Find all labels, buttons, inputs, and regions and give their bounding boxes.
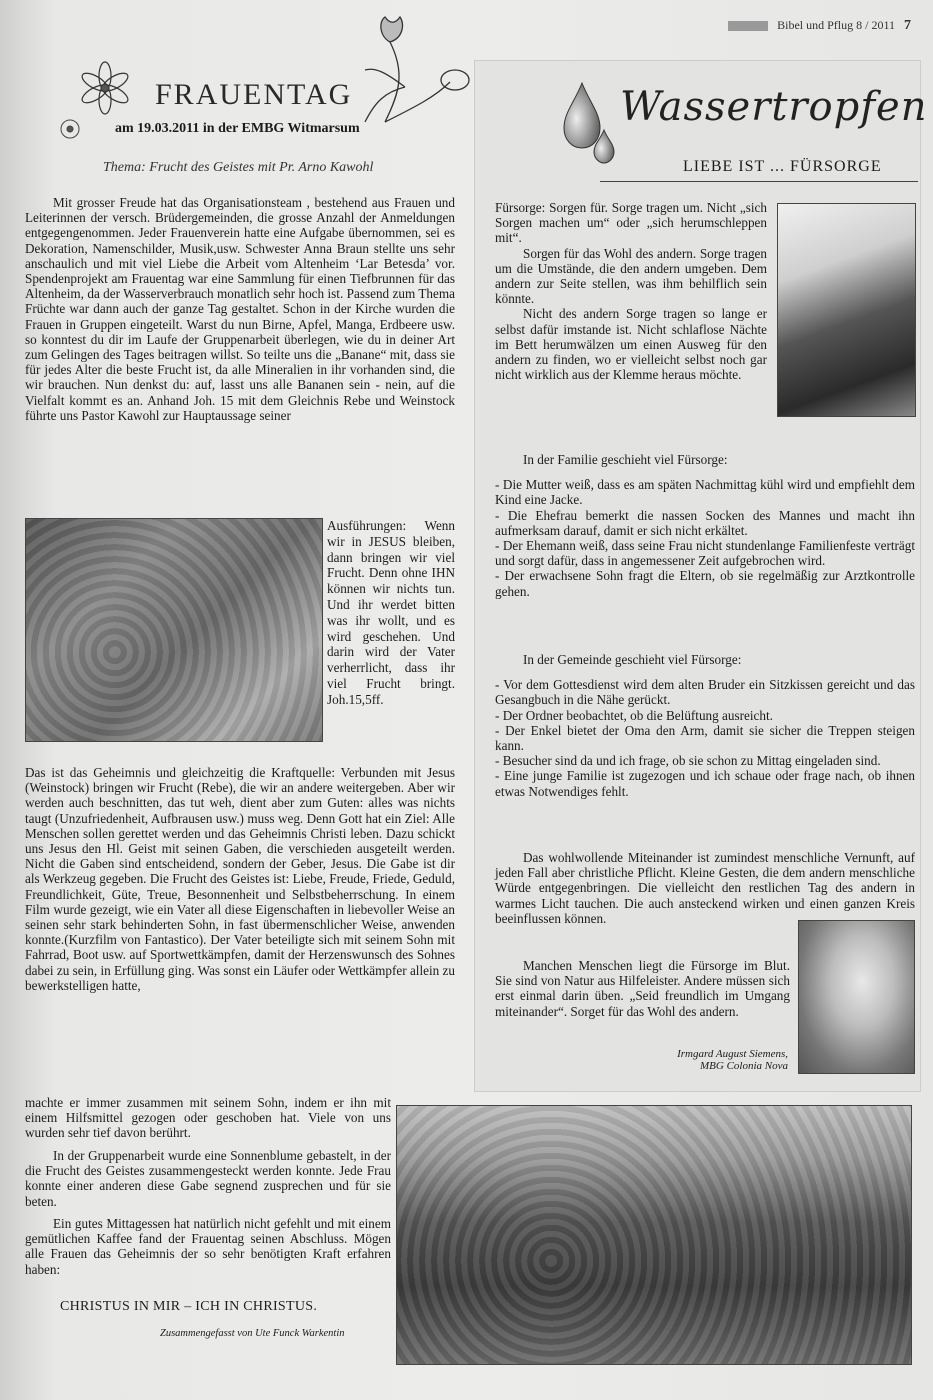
window-photo [777, 203, 916, 417]
closing-line: CHRISTUS IN MIR – ICH IN CHRISTUS. [60, 1299, 318, 1314]
family-item: - Der Ehemann weiß, dass seine Frau nicht stundenlange Familienfeste verträgt und sorgt dafür, dass in angemessener Zeit aufgebrochen wird. [495, 538, 915, 569]
liebe-ist-subtitle: LIEBE IST ... FÜRSORGE [683, 158, 882, 175]
author-church: MBG Colonia Nova [700, 1060, 788, 1072]
spacer [495, 667, 915, 677]
right-paragraph-4: Das wohlwollende Miteinander ist zumindest menschliche Vernunft, auf jeden Fall aber christliche Pflicht. Kleine Gesten, die dem andern menschliche Würde entgegenbringen. Die vielleicht den restlichen Tag des andern in warmes Licht tauchen. Die auch ansteckend wirken und einen ganzen Kreis beeinflussen können. [495, 850, 915, 926]
left-paragraph-2: Ausführungen: Wenn wir in JESUS bleiben, dann bringen wir viel Frucht. Denn ohne IHN können wir nichts tun. Und ihr werdet bitten was ihr wollt, und es wird geschehen. Und darin wird der Vater verherrlicht, dass ihr viel Frucht bringt. Joh.15,5ff. [327, 518, 455, 707]
community-item: - Eine junge Familie ist zugezogen und ich schaue oder frage nach, ob ihnen etwas Notwendiges fehlt. [495, 768, 915, 799]
spacer [495, 467, 915, 477]
left-block-3 [25, 765, 455, 993]
left-paragraph-6: Ein gutes Mittagessen hat natürlich nicht gefehlt und mit einem gemütlichen Kaffee fand der Frauentag seinen Abschluss. Mögen alle Frauen das Geheimnis der so sehr benötigten Kraft erfahren haben: [25, 1216, 391, 1277]
right-paragraph-3: Nicht des andern Sorge tragen so lange er selbst dafür imstande ist. Nicht schlaflose Nächte im Bett herumwälzen um einen Ausweg für den andern zu finden, wo er vielleicht selbst noch gar nicht wirklich aus der Klemme heraus möchte. [495, 306, 767, 383]
family-item: - Der erwachsene Sohn fragt die Eltern, ob sie regelmäßig zur Arztkontrolle gehen. [495, 568, 915, 599]
page-header [728, 18, 911, 34]
left-paragraph-5: In der Gruppenarbeit wurde eine Sonnenblume gebastelt, in der die Frucht des Geistes zusammengesteckt werden konnte. Jede Frau konnte einer anderen diese Gabe segnend zusprechen und für sie beten. [25, 1148, 391, 1209]
right-paragraph-5-box [495, 958, 790, 1019]
frauentag-subtitle: am 19.03.2011 in der EMBG Witmarsum [115, 121, 360, 136]
author-portrait [798, 920, 915, 1074]
right-paragraph-1: Fürsorge: Sorgen für. Sorge tragen um. Nicht „sich Sorgen machen um“ oder „sich herumschleppen mit“. [495, 200, 767, 246]
frauentag-theme: Thema: Frucht des Geistes mit Pr. Arno Kawohl [103, 160, 374, 175]
left-block-2 [327, 518, 455, 708]
family-section [495, 452, 915, 599]
community-item: - Besucher sind da und ich frage, ob sie schon zu Mittag eingeladen sind. [495, 753, 881, 769]
left-paragraph-1: Mit grosser Freude hat das Organisationsteam , bestehend aus Frauen und Leiterinnen der versch. Brüdergemeinden, die grosse Anzahl der Anmeldungen entgegengenommen. Jeder Frauenverein hatte eine Aufgabe übernommen, sei es Dekoration, Namenschilder, Musik,usw. Schwester Anna Braun stellte uns sehr anschaulich und mit viel Liebe die Arbeit vom Altenheim ‘Lar Betesda’ vor. Spendenprojekt am Frauentag war eine Sammlung für einen Tiefbrunnen für das Altenheim, da der Wasserverbrauch monatlich sehr hoch ist. Passend zum Thema Früchte war dann auch der ganze Tag gestaltet. Schon in der Kirche wurden die Frauen in Gruppen eingeteilt. Warst du nun Birne, Apfel, Manga, Erdbeere usw. so konntest du dir im Laufe der Gruppenarbeit überlegen, wie du in deiner Art zum Gelingen des Tages beitragen willst. So teilte uns die „Banane“ mit, dass sie für jedes Alter die beste Frucht ist, da alle Mineralien in ihr vorhanden sind, die wir brauchen. Nun denkst du: auf, lasst uns alle Bananen sein - nein, auf die Vielfalt kommt es an. Anhand Joh. 15 mit dem Gleichnis Rebe und Weinstock führte uns Pastor Kawohl zur Hauptaussage seiner [25, 195, 455, 423]
publication-name: Bibel und Pflug 8 / 2011 [777, 18, 895, 32]
author-signature [560, 1048, 788, 1072]
flower-left-icon [70, 58, 140, 118]
left-block-4 [25, 1095, 391, 1141]
community-heading: In der Gemeinde geschieht viel Fürsorge: [523, 652, 742, 667]
left-block-1 [25, 195, 455, 423]
wassertropfen-title: Wassertropfen [620, 84, 928, 130]
left-paragraph-4: machte er immer zusammen mit seinem Sohn, indem er ihn mit einem Hilfsmittel gezogen oder geschoben hat. Viele von uns wurden sehr tief davon berührt. [25, 1095, 391, 1141]
community-item: - Der Ordner beobachtet, ob die Belüftung ausreicht. [495, 707, 773, 723]
family-item: - Die Ehefrau bemerkt die nassen Socken des Mannes und macht ihn aufmerksam darauf, damit er sich nicht erkältet. [495, 507, 915, 538]
left-paragraph-3: Das ist das Geheimnis und gleichzeitig die Kraftquelle: Verbunden mit Jesus (Weinstock) bringen wir Frucht (Rebe), die wir an andere weitergeben. Aber wir werden auch beschnitten, das tut weh, dient aber zum Guten: alles was nichts taugt (Unzufriedenheit, Aufbrausen usw.) muss weg. Denn Gott hat ein Ziel: Alle Menschen sollen gerettet werden und das Geheimnis Christi leben. Dazu schickt uns Jesus den Hl. Geist mit seinen Gaben, die verschieden ausgeteilt werden. Nicht die Gaben sind entscheidend, sondern der Geber, Jesus. Die Gabe ist dir als Werkzeug gegeben. Die Frucht des Geistes ist: Liebe, Freude, Friede, Geduld, Freundlichkeit, Güte, Treue, Besonnenheit und Selbstbeherrschung. In einem Film wurde gezeigt, wie ein Vater all diese Eigenschaften in liebevoller Weise an seinen sehr stark behinderten Sohn, in fast übermenschlicher Weise, anwenden konnte.(Kurzfilm von Fantastico). Der Vater beteiligte sich mit seinem Sohn mit Fahrrad, Boot usw. auf Sportwettkämpfen, damit der Herzenswunsch des Sohnes dabei zu sein, in Erfüllung ging. Was sonst ein Läufer oder Wettkämpfer allein zu bewerkstelligen hatte, [25, 765, 455, 993]
community-section [495, 652, 915, 799]
left-block-6 [25, 1216, 391, 1277]
title-rule [600, 181, 918, 182]
right-paragraph-4-box [495, 850, 915, 926]
header-bar [728, 21, 768, 31]
community-item: - Der Enkel bietet der Oma den Arm, damit sie sicher die Treppen steigen kann. [495, 722, 915, 754]
right-paragraph-2: Sorgen für das Wohl des andern. Sorge tragen um die Umstände, die den andern umgeben. Dem andern zur Seite stellen, was ihm behilflich sein könnte. [495, 245, 767, 307]
page-number: 7 [904, 18, 911, 33]
tulip-flowers-icon [345, 12, 480, 132]
right-paragraph-5: Manchen Menschen liegt die Fürsorge im Blut. Sie sind von Natur aus Hilfeleister. Andere müssen sich erst einmal darin üben. „Seid freundlich im Umgang miteinander“. Sorget für das Wohl des andern. [495, 958, 790, 1019]
author-name: Irmgard August Siemens, [677, 1048, 788, 1060]
author-credit: Zusammengefasst von Ute Funck Warkentin [160, 1328, 345, 1339]
left-block-5 [25, 1148, 391, 1209]
water-drop-icon [560, 78, 620, 168]
small-flower-icon [50, 112, 90, 147]
family-item: - Die Mutter weiß, dass es am späten Nachmittag kühl wird und empfiehlt dem Kind eine Jacke. [495, 477, 915, 508]
right-block-top [495, 200, 767, 382]
community-item: - Vor dem Gottesdienst wird dem alten Bruder ein Sitzkissen gereicht und das Gesangbuch in die Nähe gerückt. [495, 677, 915, 708]
group-work-photo [25, 518, 323, 742]
assembly-hall-photo [396, 1105, 912, 1365]
frauentag-title: FRAUENTAG [155, 78, 353, 111]
family-heading: In der Familie geschieht viel Fürsorge: [523, 452, 728, 467]
